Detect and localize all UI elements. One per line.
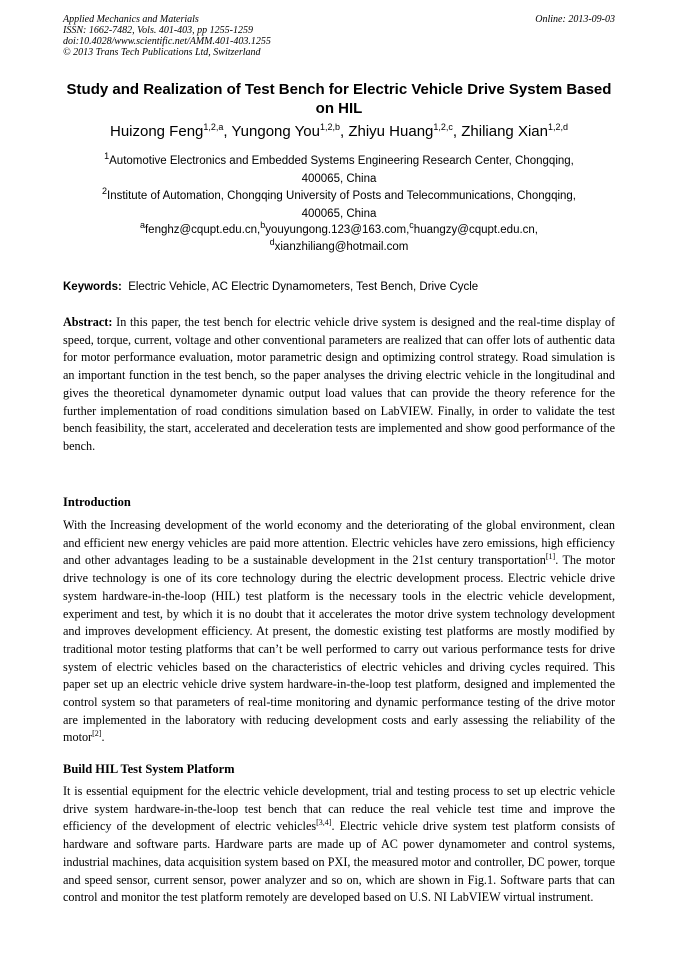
email-mark: c [409,220,414,231]
online-date: Online: 2013-09-03 [535,14,615,25]
copyright-line: © 2013 Trans Tech Publications Ltd, Switzerland [63,47,261,58]
affiliation-text: 400065, China [301,173,377,185]
paper-title: Study and Realization of Test Bench for Electric Vehicle Drive System Based on HIL [66,81,612,117]
author-name: Zhiyu Huang [348,123,434,140]
author-affiliation-mark: 1,2,a [203,122,224,132]
paragraph-text: . [101,730,105,745]
section-heading-build: Build HIL Test System Platform [63,762,235,776]
author-list [63,122,615,142]
author-separator: , [223,123,232,140]
email-mark: b [260,220,266,231]
email-mark: a [139,220,145,231]
section-heading-introduction: Introduction [63,495,131,509]
paragraph-text: It is essential equipment for the electric vehicle development, trial and testing process to set up electric vehicle drive system hardware-in-the-loop test bench that can reduce the real vehicle test time and improve the efficiency of the development of electric vehicles [63,784,615,834]
introduction-paragraph [63,517,615,747]
email-mark: d [269,237,275,248]
affiliation-text: Automotive Electronics and Embedded Systems Engineering Research Center, Chongqing, [109,155,574,167]
keywords [63,279,615,295]
author-affiliation-mark: 1,2,c [433,122,453,132]
keywords-label: Keywords: [63,281,122,293]
citation-ref[interactable]: [3,4] [316,818,332,828]
affiliation-1 [63,152,615,188]
author-name: Yungong You [231,123,320,140]
email-a: fenghz@cqupt.edu.cn, [144,224,261,236]
issn-line: ISSN: 1662-7482, Vols. 401-403, pp 1255-1259 [63,25,253,36]
keywords-text: Electric Vehicle, AC Electric Dynamometers, Test Bench, Drive Cycle [128,281,479,293]
citation-ref[interactable]: [1] [545,552,556,562]
abstract-label: Abstract: [63,315,113,329]
affiliation-mark: 2 [101,186,107,197]
journal-header [63,14,615,58]
author-emails [63,222,615,256]
affiliation-text: 400065, China [301,208,377,220]
paragraph-text: . Electric vehicle drive system test platform consists of hardware and software parts. Hardware parts are made up of AC power dynamometer and control systems, industrial machines, data acquisition system based on PXI, the measured motor and controller, DC power, torque and speed sensor, current sensor, power analyzer and so on, which are shown in Fig.1. Software parts that can control and monitor the test platform remotely are developed based on U.S. NI LabVIEW virtual instrument. [63,819,616,905]
author-affiliation-mark: 1,2,b [319,122,340,132]
build-paragraph [63,783,615,907]
affiliation-text: Institute of Automation, Chongqing University of Posts and Telecommunications, Chongqing, [107,190,577,202]
paragraph-text: With the Increasing development of the world economy and the deteriorating of the global environment, clean and efficient new energy vehicles are paid more attention. Electric vehicles have zero emissions, high efficiency and other advantages leading to be a sustainable development in the 21st century transportation [63,518,615,568]
doi-line: doi:10.4028/www.scientific.net/AMM.401-403.1255 [63,36,271,47]
abstract-text: In this paper, the test bench for electric vehicle drive system is designed and the real-time display of speed, torque, current, voltage and other conventional parameters are realized that can offer lots of authentic data for motor performance evaluation, motor parametric design and optimizing control strategy. Road simulation is an important function in the test bench, so the paper analyses the driving electric vehicle in the longitudinal and gives the theoretical dynamometer dynamic output load values that can provide the theory reference for the further implementation of road conditions simulation based on LabVIEW. Finally, in order to validate the test bench feasibility, the start, accelerated and deceleration tests are implemented and show good performance of the bench. [63,315,615,453]
email-b: youyungong.123@163.com, [265,224,410,236]
author-separator: , [452,123,462,140]
paragraph-text: . The motor drive technology is one of its core technology during the electric development process. Electric vehicle drive system hardware-in-the-loop (HIL) test platform is the necessary tools in the electric vehicle development, experiment and test, by which it is no doubt that it accelerates the motor drive system technology development and improves development efficiency. At present, the domestic existing test platforms are mostly modified by traditional motor testing platforms that can’t be well performed to carry out various performance tests for drive system of electric vehicles based on the characteristics of electric vehicles and driving cycles required. This paper set up an electric vehicle drive system hardware-in-the-loop test platform, designed and implemented the control system so that parameters of real-time monitoring and dynamic performance testing of the drive motor are implemented in the laboratory with reducing development costs and early assessing the reliability of the motor [63,553,615,745]
citation-ref[interactable]: [2] [92,729,102,739]
abstract [63,314,615,456]
author-separator: , [339,123,349,140]
journal-name: Applied Mechanics and Materials [63,14,199,25]
author-affiliation-mark: 1,2,d [547,122,568,132]
affiliation-2 [63,187,615,223]
email-d: xianzhiliang@hotmail.com [274,241,409,253]
author-name: Zhiliang Xian [461,123,548,140]
author-name: Huizong Feng [109,123,204,140]
affiliation-mark: 1 [104,151,110,162]
email-c: huangzy@cqupt.edu.cn, [413,224,539,236]
